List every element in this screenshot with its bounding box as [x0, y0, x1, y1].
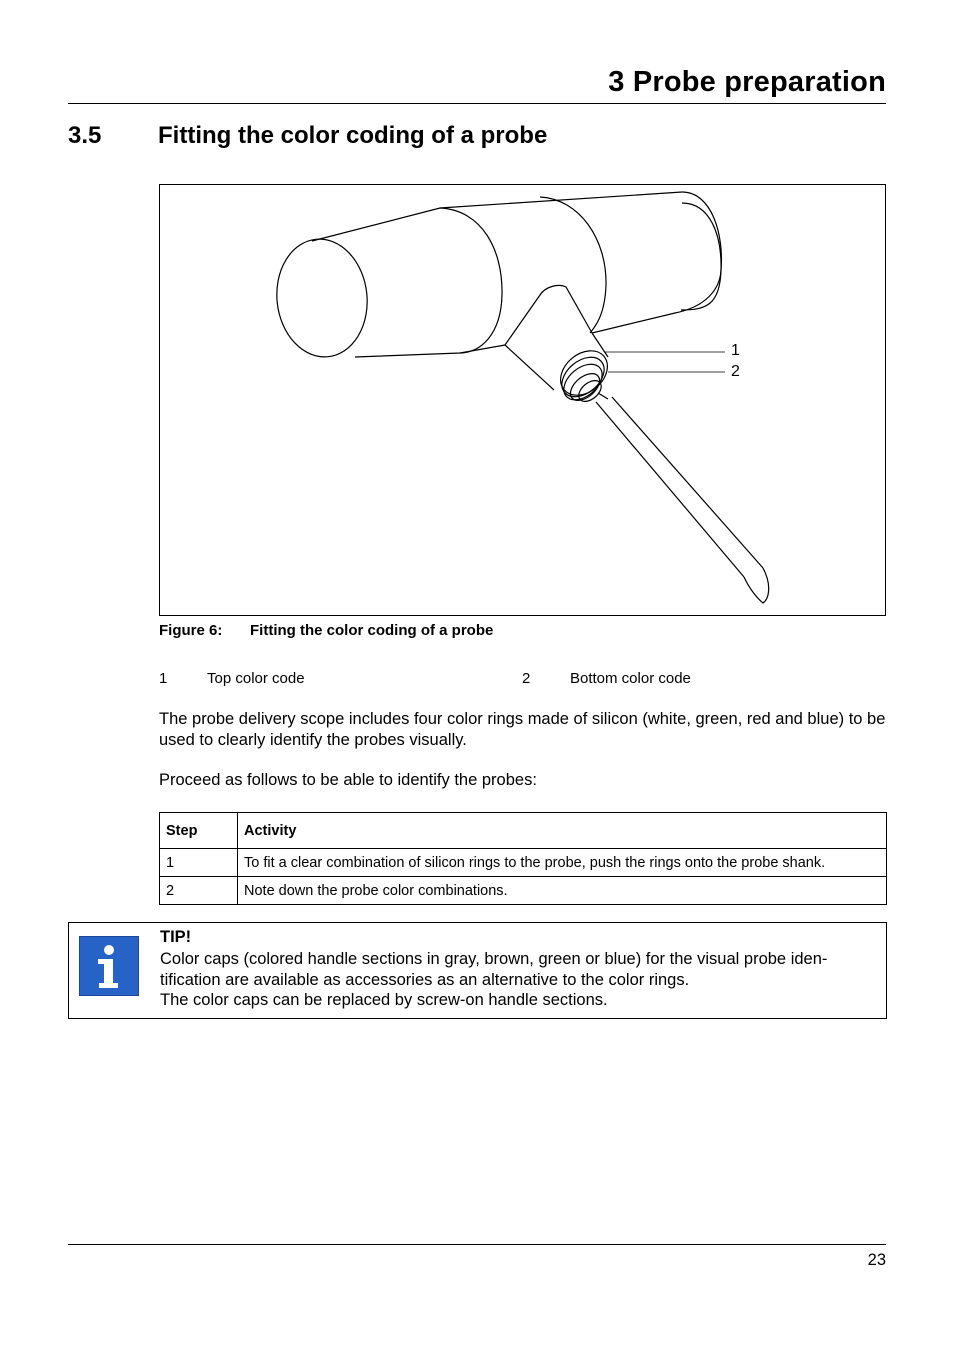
- figure-caption-text: Fitting the color coding of a probe: [250, 622, 494, 639]
- table-row: [160, 849, 887, 877]
- step-activity: Note down the probe color combinations.: [238, 877, 887, 905]
- table-row: [160, 877, 887, 905]
- procedure-intro: Proceed as follows to be able to identify the probes:: [159, 771, 537, 789]
- tip-line: Color caps (colored handle sections in gray, brown, green or blue) for the visual probe iden-tification are available as accessories as an alternative to the color rings.: [160, 950, 828, 989]
- intro-paragraph: The probe delivery scope includes four color rings made of silicon (white, green, red and blue) to be used to clearly identify the probes visually.: [159, 710, 886, 749]
- tip-line: The color caps can be replaced by screw-on handle sections.: [160, 991, 608, 1009]
- figure-caption-label: Figure 6:: [159, 622, 223, 639]
- step-number: 1: [160, 849, 238, 877]
- legend-item: [159, 670, 305, 687]
- probe-illustration: [160, 185, 885, 615]
- tip-box: [68, 922, 887, 1019]
- page-number: 23: [867, 1251, 886, 1269]
- legend-number: 1: [159, 670, 168, 687]
- legend-number: 2: [522, 670, 531, 687]
- header-divider: [68, 103, 886, 104]
- step-activity: To fit a clear combination of silicon rings to the probe, push the rings onto the probe shank.: [238, 849, 887, 877]
- legend-item: [522, 670, 691, 687]
- table-header-row: [160, 813, 887, 849]
- callout-1: 1: [731, 342, 740, 359]
- probe-figure: [159, 184, 886, 616]
- tip-text: [160, 949, 882, 1011]
- legend-text: Top color code: [207, 670, 305, 687]
- chapter-title: 3 Probe preparation: [608, 66, 886, 98]
- steps-table: [159, 812, 887, 905]
- header-activity: Activity: [238, 813, 887, 849]
- step-number: 2: [160, 877, 238, 905]
- header-step: Step: [160, 813, 238, 849]
- legend-text: Bottom color code: [570, 670, 691, 687]
- section-number: 3.5: [68, 122, 102, 149]
- section-heading: [68, 122, 547, 150]
- info-icon: [79, 936, 139, 996]
- tip-title: TIP!: [160, 928, 192, 946]
- section-title: Fitting the color coding of a probe: [158, 122, 548, 149]
- callout-2: 2: [731, 363, 740, 380]
- footer-divider: [68, 1244, 886, 1245]
- figure-caption: [159, 622, 493, 639]
